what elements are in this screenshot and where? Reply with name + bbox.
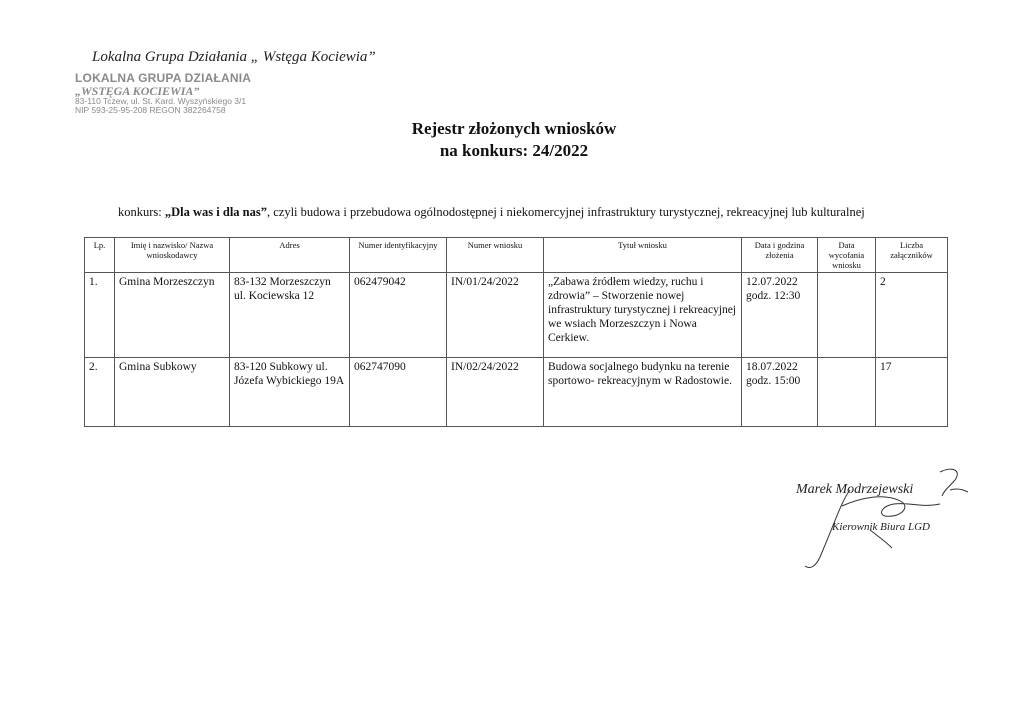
header-app-title: Tytuł wniosku (544, 238, 742, 273)
signature-role: Kierownik Biura LGD (832, 521, 930, 533)
signature-name: Marek Modrzejewski (796, 482, 914, 497)
cell-attachments: 17 (876, 358, 948, 427)
konkurs-suffix: , czyli budowa i przebudowa ogólnodostępnej i niekomercyjnej infrastruktury turystycznej, rekreacyjnej lub kulturalnej (266, 205, 865, 219)
cell-name: Gmina Subkowy (115, 358, 230, 427)
table-row (85, 358, 948, 427)
konkurs-name: „Dla was i dla nas” (164, 205, 267, 219)
cell-id: 062479042 (350, 273, 447, 358)
cell-withdraw (818, 358, 876, 427)
stamp-line-1: LOKALNA GRUPA DZIAŁANIA (75, 71, 252, 85)
cell-app-title: „Zabawa źródłem wiedzy, ruchu i zdrowia” – Stworzenie nowej infrastruktury turystycznej i rekreacyjnej we wsiach Morzeszczyn i Nowa Cerkiew. (544, 273, 742, 358)
header-attachments: Liczba załączników (876, 238, 948, 273)
header-date: Data i godzina złożenia (742, 238, 818, 273)
header-lp: Lp. (85, 238, 115, 273)
header-withdraw: Data wycofania wniosku (818, 238, 876, 273)
konkurs-prefix: konkurs: (118, 205, 165, 219)
organization-stamp (75, 72, 255, 115)
header-app-no: Numer wniosku (447, 238, 544, 273)
header-id: Numer identyfikacyjny (350, 238, 447, 273)
cell-id: 062747090 (350, 358, 447, 427)
stamp-line-4: NIP 593-25-95-208 REGON 382264758 (75, 105, 226, 116)
header-name: Imię i nazwisko/ Nazwa wnioskodawcy (115, 238, 230, 273)
konkurs-description (118, 205, 865, 220)
document-title (0, 118, 1024, 162)
cell-app-title: Budowa socjalnego budynku na terenie sportowo- rekreacyjnym w Radostowie. (544, 358, 742, 427)
title-line-2: na konkurs: 24/2022 (439, 141, 589, 160)
cell-app-no: IN/02/24/2022 (447, 358, 544, 427)
stamp-line-2: „WSTĘGA KOCIEWIA” (75, 83, 200, 98)
cell-name: Gmina Morzeszczyn (115, 273, 230, 358)
cell-date: 12.07.2022 godz. 12:30 (742, 273, 818, 358)
title-line-1: Rejestr złożonych wniosków (411, 119, 617, 138)
cell-attachments: 2 (876, 273, 948, 358)
cell-withdraw (818, 273, 876, 358)
cell-app-no: IN/01/24/2022 (447, 273, 544, 358)
cell-date: 18.07.2022 godz. 15:00 (742, 358, 818, 427)
cell-lp: 1. (85, 273, 115, 358)
stamp-line-3: 83-110 Tczew, ul. St. Kard. Wyszyńskiego 3/1 (75, 96, 247, 107)
cell-lp: 2. (85, 358, 115, 427)
applications-register-table (84, 237, 948, 427)
table-row (85, 273, 948, 358)
cell-address: 83-132 Morzeszczyn ul. Kociewska 12 (230, 273, 350, 358)
table-header-row (85, 238, 948, 273)
header-address: Adres (230, 238, 350, 273)
cell-address: 83-120 Subkowy ul. Józefa Wybickiego 19A (230, 358, 350, 427)
org-title: Lokalna Grupa Działania „ Wstęga Kociewia” (92, 49, 376, 65)
handwritten-signature (790, 462, 970, 572)
